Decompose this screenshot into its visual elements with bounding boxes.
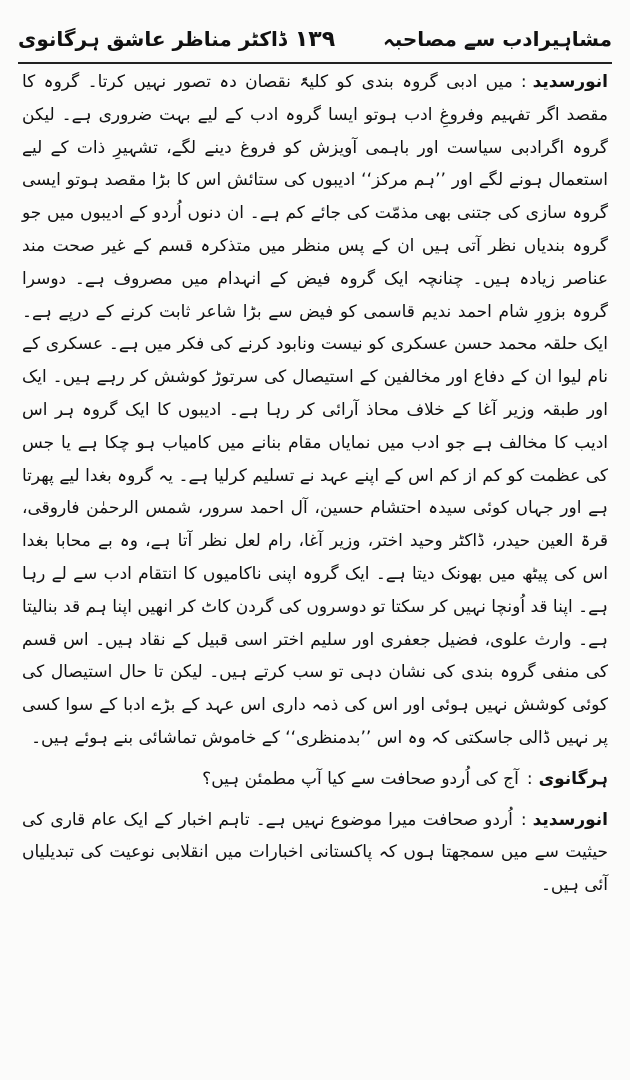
speaker-colon: : — [526, 768, 533, 789]
interview-entry — [22, 66, 608, 755]
header-divider — [18, 62, 612, 64]
interview-body — [22, 66, 608, 902]
running-title-right: مشاہیرادب سے مصاحبہ — [383, 27, 612, 51]
entry-text: اُردو صحافت میرا موضوع نہیں ہے۔ تاہم اخبار کے ایک عام قاری کی حیثیت سے میں سمجھتا ہوں کہ پاکستانی اخبارات میں انقلابی نوعیت کی تبدیلیاں آئی ہیں۔ — [22, 809, 608, 896]
speaker-name: ہرگانوی — [538, 768, 608, 789]
entry-text: میں ادبی گروہ بندی کو کلیۃً نقصان دہ تصور نہیں کرتا۔ گروہ کا مقصد اگر تفہیم وفروغِ ادب ہوتو ایسا گروہ ادب کے لیے بہت ضروری ہے۔ لیکن گروہ اگرادبی سیاست اور باہمی آویزش کو فروغ دینے لگے، تشہیرِ ذات کے لیے استعمال ہونے لگے اور ’’ہم مرکز‘‘ ادیبوں کی ستائش اس کا بڑا مقصد ہوتو ایسی گروہ سازی کی جتنی بھی مذمّت کی جائے کم ہے۔ ان دنوں اُردو کے ادیبوں میں جو گروہ بندیاں نظر آتی ہیں ان کے پس منظر میں متذکرہ قسم کے غیر صحت مند عناصر زیادہ ہیں۔ چنانچہ ایک گروہ فیض کے انہدام میں مصروف ہے۔ دوسرا گروہ بزورِ شام احمد ندیم قاسمی کو فیض سے بڑا شاعر ثابت کرنے کے درپے ہے۔ ایک حلقہ محمد حسن عسکری کو نیست ونابود کرنے کی فکر میں ہے۔ عسکری کے نام لیوا ان کے دفاع اور مخالفین کے استیصال کی سرتوڑ کوشش کر رہے ہیں۔ ایک اور طبقہ وزیر آغا کے خلاف محاذ آرائی کر رہا ہے۔ ادیبوں کا ایک گروہ ہر اس ادیب کا مخالف ہے جو ادب میں نمایاں مقام بنانے میں کامیاب ہو چکا ہے یا جس کی عظمت کو کم از کم اس کے اپنے عہد نے تسلیم کرلیا ہے۔ یہ گروہ بغدا لیے پھرتا ہے اور جہاں کوئی سیدہ احتشام حسین، آل احمد سرور، شمس الرحمٰن فاروقی، قرۃ العین حیدر، ڈاکٹر وحید اختر، وزیر آغا، رام لعل نظر آتا ہے، وہ بے محابا بغدا اس کی پیٹھ میں بھونک دیتا ہے۔ ایک گروہ اپنی ناکامیوں کا انتقام ادب سے لے رہا ہے۔ اپنا قد اُونچا نہیں کر سکتا تو دوسروں کی گردن کاٹ کر انھیں اپنا ہم قد بنالیتا ہے۔ وارث علوی، فضیل جعفری اور سلیم اختر اسی قبیل کے نقاد ہیں۔ اس قسم کی منفی گروہ بندی کی نشان دہی تو سب کرتے ہیں۔ لیکن تا حال استیصال کی کوئی کوشش نہیں ہوئی اور اس کی ذمہ داری اس عہد کے بڑے ادبا کے سوا کسی پر نہیں ڈالی جاسکتی کہ وہ اس ’’بدمنظری‘‘ کے خاموش تماشائی بنے ہوئے ہیں۔ — [22, 72, 608, 748]
interview-entry — [22, 763, 608, 796]
page-header — [18, 22, 612, 56]
speaker-colon: : — [520, 72, 527, 92]
running-title-left: ڈاکٹر مناظر عاشق ہرگانوی — [18, 27, 287, 51]
speaker-colon: : — [520, 809, 527, 830]
speaker-name: انورسدید — [532, 72, 608, 92]
page-number: ۱۳۹ — [294, 26, 336, 52]
speaker-name: انورسدید — [532, 809, 608, 830]
entry-text: آج کی اُردو صحافت سے کیا آپ مطمئن ہیں؟ — [202, 768, 519, 789]
interview-entry — [22, 804, 608, 902]
